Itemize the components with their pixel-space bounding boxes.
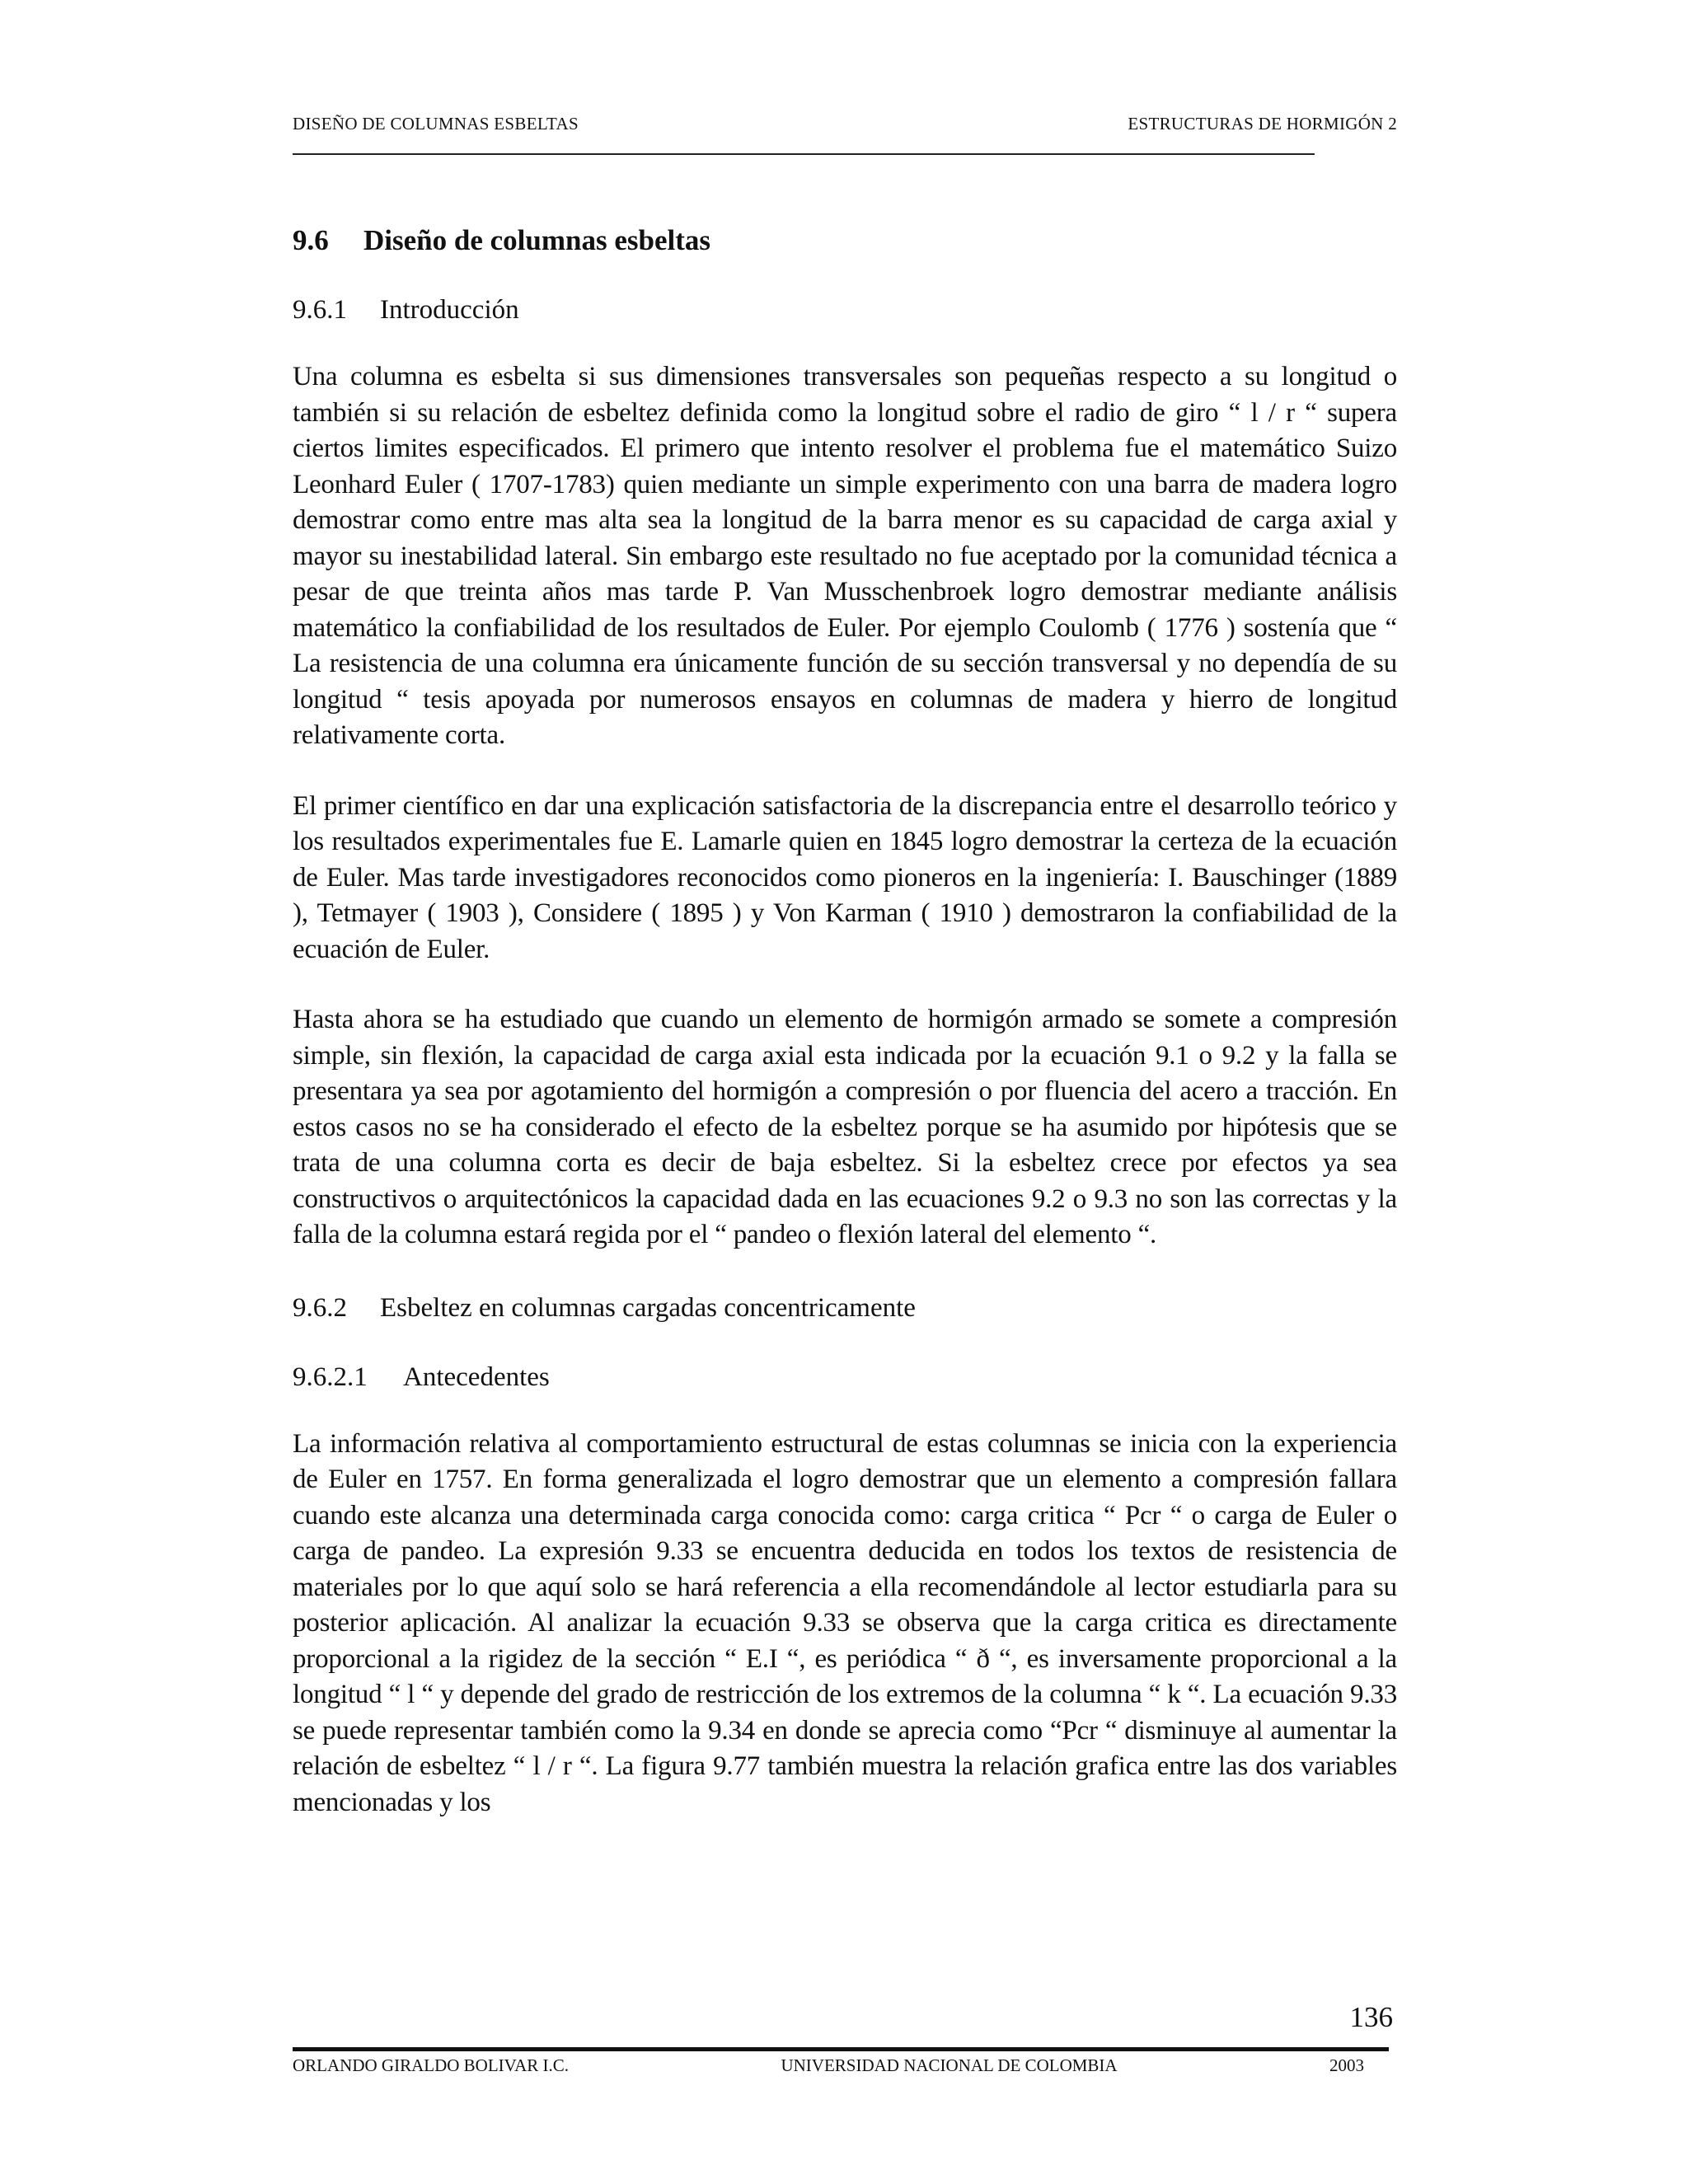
subsection-number: 9.6.2: [293, 1292, 347, 1323]
footer-institution: UNIVERSIDAD NACIONAL DE COLOMBIA: [781, 2055, 1118, 2075]
running-footer: [293, 2055, 1364, 2076]
footer-rule: [293, 2047, 1389, 2051]
subsection-number: 9.6.1: [293, 295, 347, 325]
paragraph-compression: Hasta ahora se ha estudiado que cuando un elemento de hormigón armado se somete a compresión simple, sin flexión, la capacidad de carga axial esta indicada por la ecuación 9.1 o 9.2 y la falla se presentara ya sea por agotamiento del hormigón a compresión o por fluencia del acero a tracción. En estos casos no se ha considerado el efecto de la esbeltez porque se ha asumido por hipótesis que se trata de una columna corta es decir de baja esbeltez. Si la esbeltez crece por efectos ya sea constructivos o arquitectónicos la capacidad dada en las ecuaciones 9.2 o 9.3 no son las correctas y la falla de la columna estará regida por el “ pandeo o flexión lateral del elemento “.: [293, 1005, 1397, 1249]
section-number: 9.6: [293, 224, 329, 256]
footer-year: 2003: [1329, 2055, 1364, 2075]
page-content: [293, 221, 1397, 1821]
paragraph-antecedentes: La información relativa al comportamiento estructural de estas columnas se inicia con la experiencia de Euler en 1757. En forma generalizada el logro demostrar que un elemento a compresión fallara cuando este alcanza una determinada carga conocida como: carga critica “ Pcr “ o carga de Euler o carga de pandeo. La expresión 9.33 se encuentra deducida en todos los textos de resistencia de materiales por lo que aquí solo se hará referencia a ella recomendándole al lector estudiarla para su posterior aplicación. Al analizar la ecuación 9.33 se observa que la carga critica es directamente proporcional a la rigidez de la sección “ E.I “, es periódica “ ð “, es inversamente proporcional a la longitud “ l “ y depende del grado de restricción de los extremos de la columna “ k “. La ecuación 9.33 se puede representar también como la 9.34 en donde se aprecia como “Pcr “ disminuye al aumentar la relación de esbeltez “ l / r “. La figura 9.77 también muestra la relación grafica entre las dos variables mencionadas y los: [293, 1428, 1397, 1817]
header-left: DISEÑO DE COLUMNAS ESBELTAS: [293, 114, 579, 134]
paragraph-history: El primer científico en dar una explicación satisfactoria de la discrepancia entre el desarrollo teórico y los resultados experimentales fue E. Lamarle quien en 1845 logro demostrar la certeza de la ecuación de Euler. Mas tarde investigadores reconocidos como pioneros en la ingeniería: I. Bauschinger (1889 ), Tetmayer ( 1903 ), Considere ( 1895 ) y Von Karman ( 1910 ) demostraron la confiabilidad de la ecuación de Euler.: [293, 790, 1397, 964]
subsection-title: Esbeltez en columnas cargadas concentricamente: [380, 1292, 916, 1323]
header-rule: [293, 153, 1315, 155]
subsection-title: Antecedentes: [403, 1361, 550, 1392]
subsection-heading-antecedentes: [293, 1357, 1397, 1397]
footer-author: ORLANDO GIRALDO BOLIVAR I.C.: [293, 2055, 570, 2075]
running-header: [293, 114, 1397, 134]
subsection-title: Introducción: [380, 295, 519, 325]
header-right: ESTRUCTURAS DE HORMIGÓN 2: [1128, 114, 1397, 134]
page-number: 136: [1349, 2001, 1393, 2033]
subsection-number: 9.6.2.1: [293, 1361, 368, 1392]
paragraph-intro: Una columna es esbelta si sus dimensiones transversales son pequeñas respecto a su longitud o también si su relación de esbeltez definida como la longitud sobre el radio de giro “ l / r “ supera ciertos limites especificados. El primero que intento resolver el problema fue el matemático Suizo Leonhard Euler ( 1707-1783) quien mediante un simple experimento con una barra de madera logro demostrar como entre mas alta sea la longitud de la barra menor es su capacidad de carga axial y mayor su inestabilidad lateral. Sin embargo este resultado no fue aceptado por la comunidad técnica a pesar de que treinta años mas tarde P. Van Musschenbroek logro demostrar mediante análisis matemático la confiabilidad de los resultados de Euler. Por ejemplo Coulomb ( 1776 ) sostenía que “ La resistencia de una columna era únicamente función de su sección transversal y no dependía de su longitud “ tesis apoyada por numerosos ensayos en columnas de madera y hierro de longitud relativamente corta.: [293, 362, 1397, 750]
subsection-heading-esbeltez: [293, 1288, 1397, 1328]
section-heading: [293, 221, 1397, 260]
section-title: Diseño de columnas esbeltas: [363, 224, 710, 256]
subsection-heading-introduccion: [293, 290, 1397, 330]
